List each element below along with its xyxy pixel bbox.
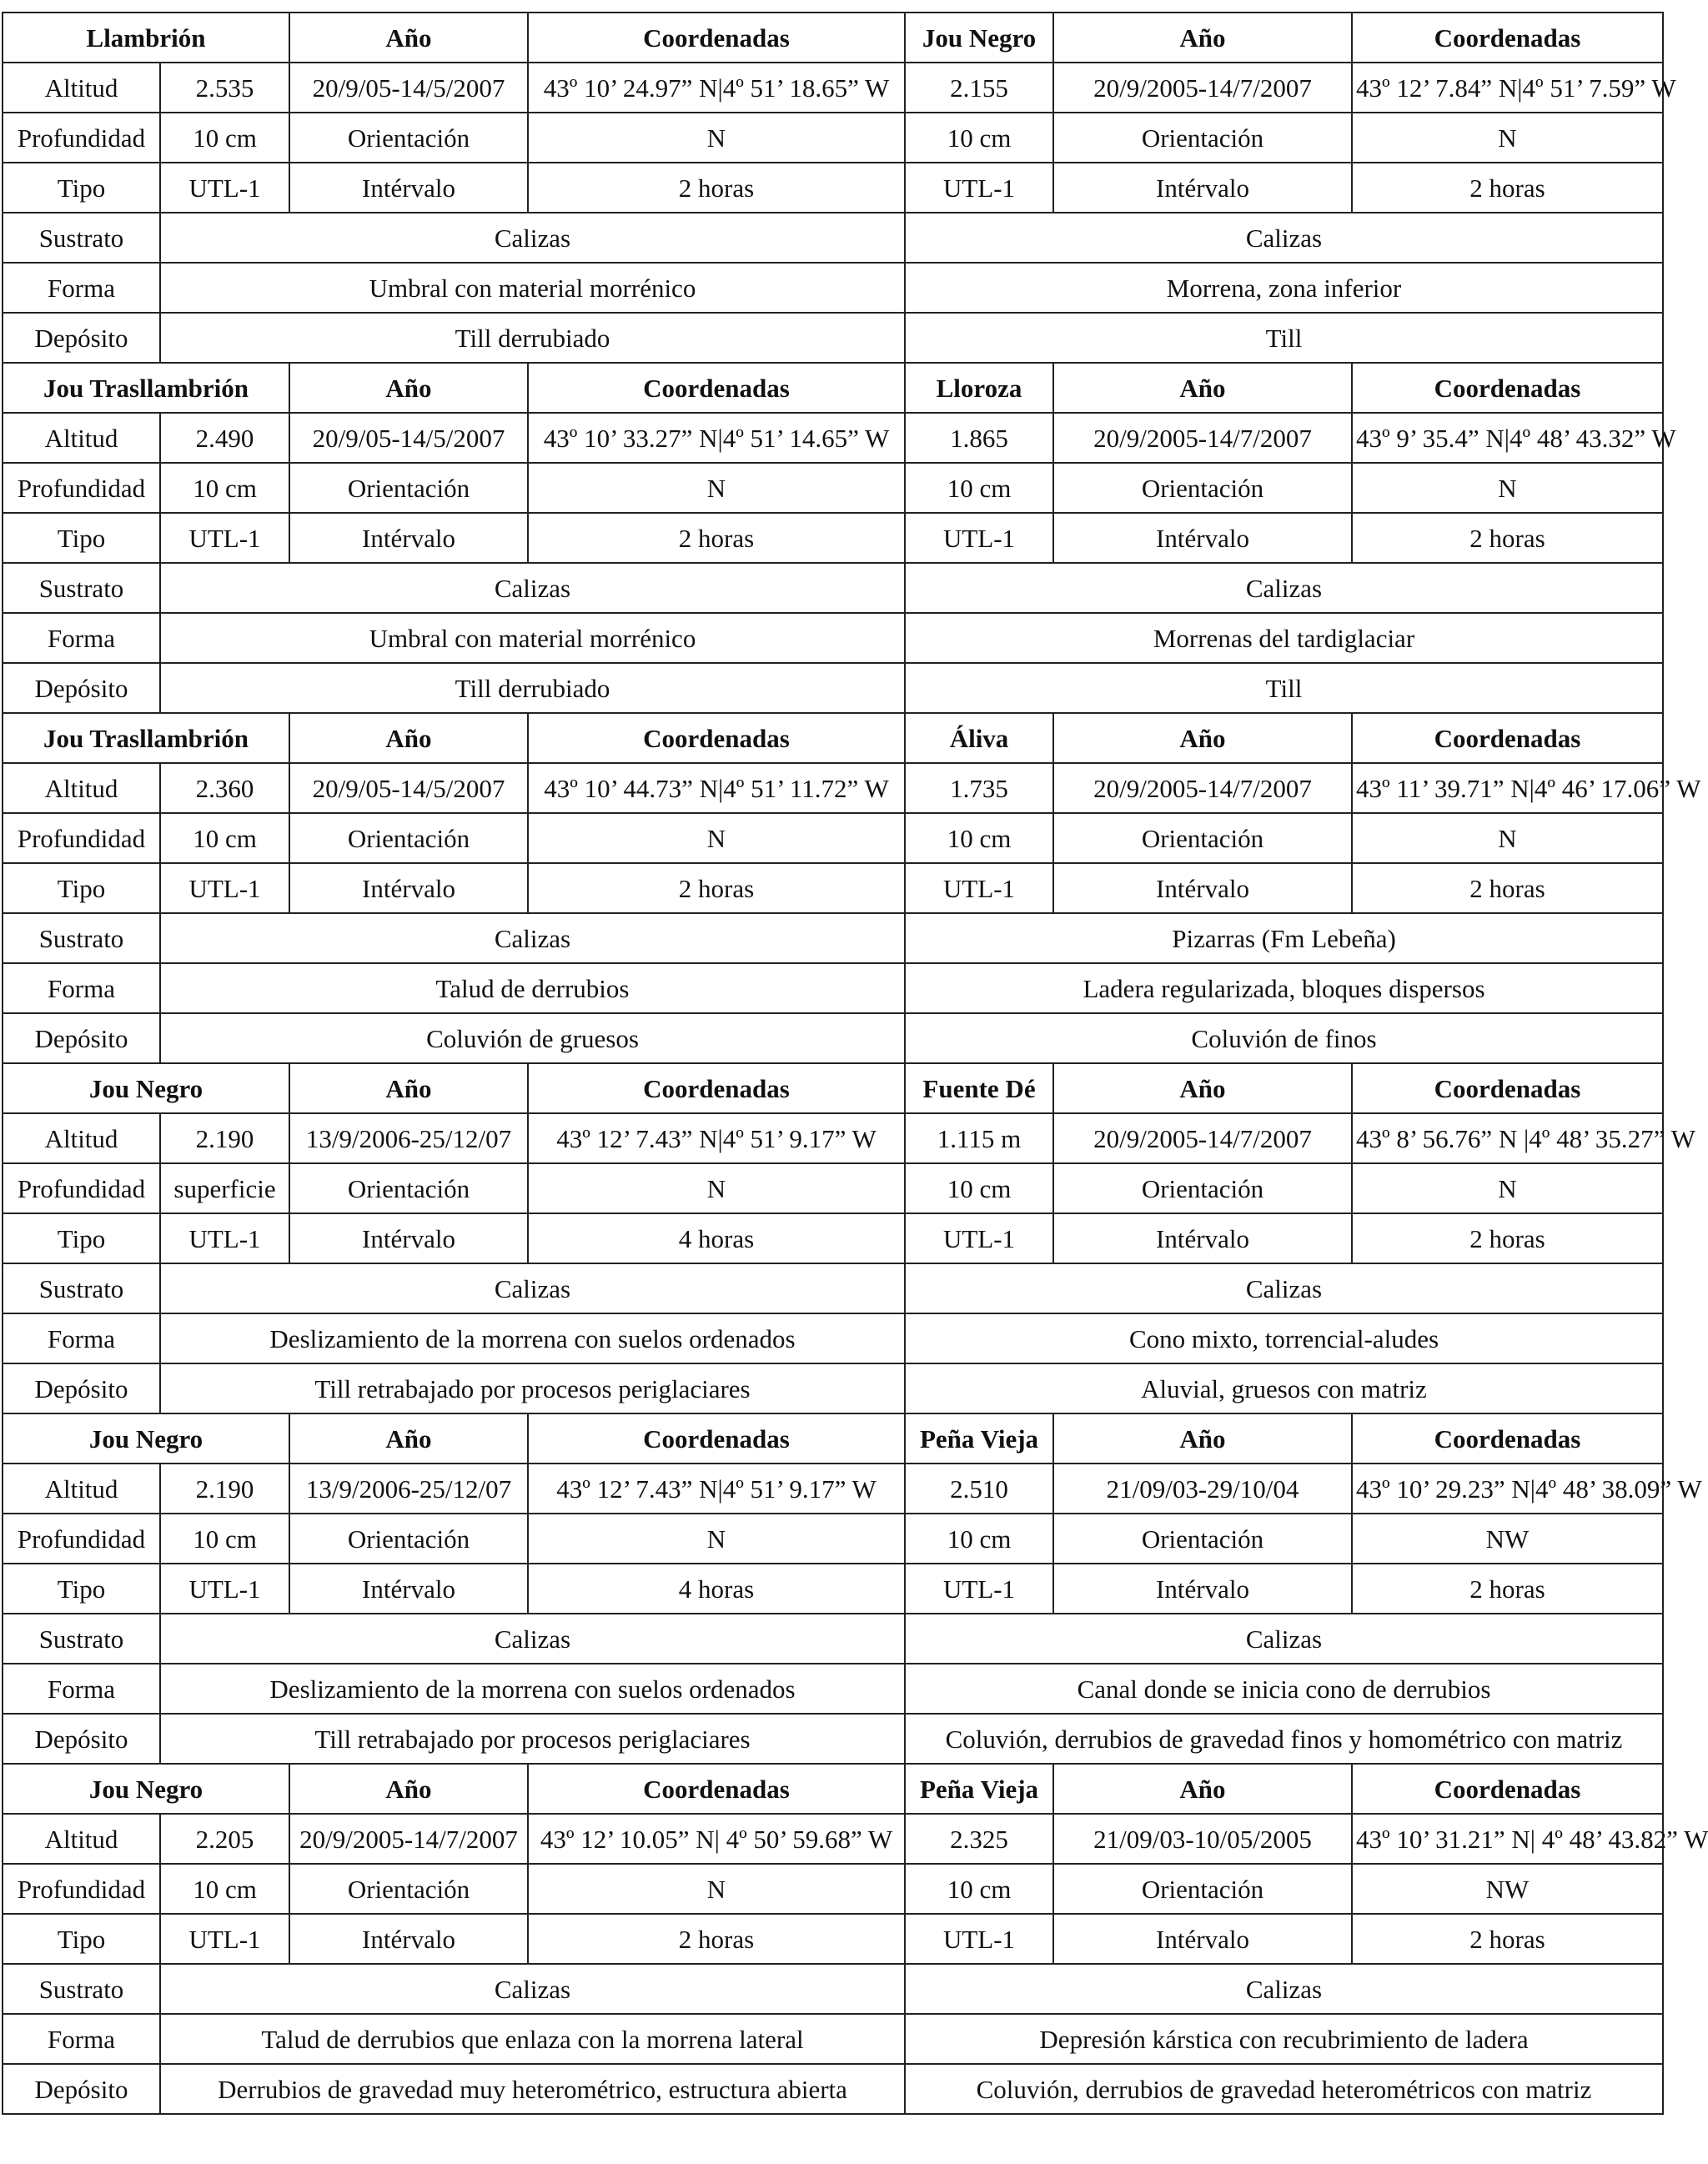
type-value: UTL-1 <box>905 1914 1053 1964</box>
year-header: Año <box>289 1413 528 1464</box>
year-value: 21/09/03-29/10/04 <box>1053 1464 1352 1514</box>
interval-value: 2 horas <box>1352 513 1663 563</box>
orientation-label: Orientación <box>1053 813 1352 863</box>
year-header: Año <box>289 713 528 763</box>
row-label: Altitud <box>3 763 160 813</box>
year-header: Año <box>1053 713 1352 763</box>
interval-label: Intérvalo <box>1053 863 1352 913</box>
type-row <box>3 1213 1663 1263</box>
interval-value: 2 horas <box>1352 1564 1663 1614</box>
interval-label: Intérvalo <box>289 1213 528 1263</box>
interval-value: 2 horas <box>528 1914 905 1964</box>
type-value: UTL-1 <box>160 1213 289 1263</box>
year-header: Año <box>289 13 528 63</box>
orientation-label: Orientación <box>289 463 528 513</box>
depth-value: 10 cm <box>905 113 1053 163</box>
site-name: Jou Negro <box>3 1764 289 1814</box>
landform-value: Ladera regularizada, bloques dispersos <box>905 963 1663 1013</box>
year-value: 21/09/03-10/05/2005 <box>1053 1814 1352 1864</box>
site-name: Jou Negro <box>3 1063 289 1113</box>
depth-value: 10 cm <box>905 463 1053 513</box>
row-label: Sustrato <box>3 213 160 263</box>
altitude-value: 2.535 <box>160 63 289 113</box>
site-name: Jou Negro <box>3 1413 289 1464</box>
depth-value: 10 cm <box>160 813 289 863</box>
year-header: Año <box>289 363 528 413</box>
depth-row <box>3 1163 1663 1213</box>
row-label: Tipo <box>3 513 160 563</box>
depth-row <box>3 1864 1663 1914</box>
year-value: 13/9/2006-25/12/07 <box>289 1464 528 1514</box>
site-header-row <box>3 713 1663 763</box>
coordinates-value: 43º 12’ 7.43” N|4º 51’ 9.17” W <box>528 1464 905 1514</box>
row-label: Sustrato <box>3 1614 160 1664</box>
altitude-value: 2.325 <box>905 1814 1053 1864</box>
coordinates-header: Coordenadas <box>1352 13 1663 63</box>
year-value: 20/9/2005-14/7/2007 <box>1053 413 1352 463</box>
coordinates-value: 43º 12’ 10.05” N| 4º 50’ 59.68” W <box>528 1814 905 1864</box>
interval-label: Intérvalo <box>289 863 528 913</box>
coordinates-header: Coordenadas <box>1352 1764 1663 1814</box>
year-value: 20/9/05-14/5/2007 <box>289 413 528 463</box>
row-label: Profundidad <box>3 463 160 513</box>
deposit-value: Coluvión, derrubios de gravedad finos y homométrico con matriz <box>905 1714 1663 1764</box>
altitude-value: 2.510 <box>905 1464 1053 1514</box>
altitude-value: 2.490 <box>160 413 289 463</box>
landform-value: Talud de derrubios <box>160 963 905 1013</box>
orientation-label: Orientación <box>1053 113 1352 163</box>
row-label: Profundidad <box>3 813 160 863</box>
orientation-value: N <box>528 1163 905 1213</box>
type-value: UTL-1 <box>905 1213 1053 1263</box>
site-header-row <box>3 363 1663 413</box>
depth-row <box>3 463 1663 513</box>
landform-row <box>3 1664 1663 1714</box>
substrate-value: Pizarras (Fm Lebeña) <box>905 913 1663 963</box>
depth-value: 10 cm <box>905 1864 1053 1914</box>
substrate-value: Calizas <box>160 913 905 963</box>
interval-label: Intérvalo <box>1053 1213 1352 1263</box>
coordinates-value: 43º 10’ 33.27” N|4º 51’ 14.65” W <box>528 413 905 463</box>
interval-value: 2 horas <box>1352 1914 1663 1964</box>
altitude-value: 2.360 <box>160 763 289 813</box>
substrate-value: Calizas <box>905 1263 1663 1313</box>
row-label: Tipo <box>3 163 160 213</box>
type-value: UTL-1 <box>160 513 289 563</box>
coordinates-header: Coordenadas <box>528 713 905 763</box>
year-header: Año <box>1053 1413 1352 1464</box>
deposit-row <box>3 663 1663 713</box>
depth-value: 10 cm <box>160 113 289 163</box>
landform-value: Deslizamiento de la morrena con suelos ordenados <box>160 1313 905 1363</box>
depth-value: 10 cm <box>160 463 289 513</box>
coordinates-value: 43º 9’ 35.4” N|4º 48’ 43.32” W <box>1352 413 1663 463</box>
row-label: Sustrato <box>3 1964 160 2014</box>
landform-value: Morrenas del tardiglaciar <box>905 613 1663 663</box>
site-name: Jou Trasllambrión <box>3 363 289 413</box>
coordinates-header: Coordenadas <box>528 1764 905 1814</box>
site-header-row <box>3 1413 1663 1464</box>
orientation-value: N <box>528 813 905 863</box>
interval-value: 4 horas <box>528 1213 905 1263</box>
depth-value: 10 cm <box>905 1514 1053 1564</box>
landform-row <box>3 1313 1663 1363</box>
landform-row <box>3 613 1663 663</box>
deposit-value: Coluvión de gruesos <box>160 1013 905 1063</box>
site-name: Llambrión <box>3 13 289 63</box>
type-value: UTL-1 <box>905 163 1053 213</box>
year-value: 20/9/2005-14/7/2007 <box>1053 1113 1352 1163</box>
interval-label: Intérvalo <box>289 163 528 213</box>
altitude-value: 2.205 <box>160 1814 289 1864</box>
orientation-value: N <box>1352 463 1663 513</box>
coordinates-header: Coordenadas <box>1352 363 1663 413</box>
deposit-value: Till retrabajado por procesos periglaciares <box>160 1714 905 1764</box>
coordinates-value: 43º 10’ 44.73” N|4º 51’ 11.72” W <box>528 763 905 813</box>
substrate-row <box>3 913 1663 963</box>
interval-label: Intérvalo <box>1053 163 1352 213</box>
orientation-value: N <box>528 1864 905 1914</box>
row-label: Altitud <box>3 63 160 113</box>
orientation-label: Orientación <box>1053 1864 1352 1914</box>
substrate-row <box>3 563 1663 613</box>
orientation-label: Orientación <box>1053 1514 1352 1564</box>
interval-label: Intérvalo <box>1053 513 1352 563</box>
site-name: Peña Vieja <box>905 1413 1053 1464</box>
deposit-value: Coluvión de finos <box>905 1013 1663 1063</box>
row-label: Forma <box>3 1313 160 1363</box>
interval-value: 2 horas <box>528 163 905 213</box>
row-label: Profundidad <box>3 1864 160 1914</box>
coordinates-header: Coordenadas <box>528 363 905 413</box>
orientation-label: Orientación <box>289 1163 528 1213</box>
interval-label: Intérvalo <box>1053 1564 1352 1614</box>
landform-value: Umbral con material morrénico <box>160 263 905 313</box>
deposit-row <box>3 2064 1663 2114</box>
interval-value: 2 horas <box>528 863 905 913</box>
altitude-value: 2.190 <box>160 1464 289 1514</box>
coordinates-header: Coordenadas <box>528 13 905 63</box>
deposit-value: Till derrubiado <box>160 663 905 713</box>
orientation-label: Orientación <box>1053 463 1352 513</box>
year-value: 20/9/2005-14/7/2007 <box>1053 763 1352 813</box>
row-label: Tipo <box>3 1914 160 1964</box>
deposit-row <box>3 1363 1663 1413</box>
row-label: Profundidad <box>3 1514 160 1564</box>
coordinates-value: 43º 12’ 7.84” N|4º 51’ 7.59” W <box>1352 63 1663 113</box>
row-label: Altitud <box>3 1814 160 1864</box>
substrate-value: Calizas <box>905 1964 1663 2014</box>
substrate-value: Calizas <box>160 563 905 613</box>
row-label: Depósito <box>3 2064 160 2114</box>
altitude-value: 1.865 <box>905 413 1053 463</box>
year-value: 20/9/2005-14/7/2007 <box>1053 63 1352 113</box>
row-label: Depósito <box>3 1714 160 1764</box>
interval-label: Intérvalo <box>1053 1914 1352 1964</box>
orientation-value: N <box>1352 113 1663 163</box>
row-label: Depósito <box>3 663 160 713</box>
row-label: Tipo <box>3 863 160 913</box>
depth-row <box>3 113 1663 163</box>
landform-value: Depresión kárstica con recubrimiento de ladera <box>905 2014 1663 2064</box>
row-label: Profundidad <box>3 1163 160 1213</box>
site-name: Lloroza <box>905 363 1053 413</box>
row-label: Forma <box>3 963 160 1013</box>
landform-row <box>3 2014 1663 2064</box>
type-row <box>3 513 1663 563</box>
type-value: UTL-1 <box>905 863 1053 913</box>
deposit-row <box>3 1714 1663 1764</box>
row-label: Forma <box>3 2014 160 2064</box>
deposit-value: Till <box>905 313 1663 363</box>
landform-row <box>3 963 1663 1013</box>
coordinates-header: Coordenadas <box>528 1413 905 1464</box>
row-label: Profundidad <box>3 113 160 163</box>
station-data-table <box>2 12 1708 2115</box>
substrate-value: Calizas <box>160 1614 905 1664</box>
landform-value: Deslizamiento de la morrena con suelos ordenados <box>160 1664 905 1714</box>
coordinates-header: Coordenadas <box>1352 1063 1663 1113</box>
landform-value: Morrena, zona inferior <box>905 263 1663 313</box>
substrate-value: Calizas <box>160 1263 905 1313</box>
type-value: UTL-1 <box>160 1564 289 1614</box>
depth-value: 10 cm <box>905 1163 1053 1213</box>
row-label: Sustrato <box>3 1263 160 1313</box>
row-label: Forma <box>3 263 160 313</box>
row-label: Tipo <box>3 1564 160 1614</box>
orientation-label: Orientación <box>289 1514 528 1564</box>
year-header: Año <box>1053 363 1352 413</box>
row-label: Tipo <box>3 1213 160 1263</box>
interval-value: 2 horas <box>1352 163 1663 213</box>
row-label: Altitud <box>3 1113 160 1163</box>
interval-value: 2 horas <box>1352 1213 1663 1263</box>
deposit-value: Till retrabajado por procesos periglaciares <box>160 1363 905 1413</box>
orientation-label: Orientación <box>289 1864 528 1914</box>
row-label: Forma <box>3 613 160 663</box>
altitude-row <box>3 413 1663 463</box>
type-row <box>3 163 1663 213</box>
depth-row <box>3 1514 1663 1564</box>
altitude-row <box>3 763 1663 813</box>
site-name: Jou Negro <box>905 13 1053 63</box>
coordinates-header: Coordenadas <box>1352 1413 1663 1464</box>
interval-label: Intérvalo <box>289 1914 528 1964</box>
coordinates-value: 43º 10’ 29.23” N|4º 48’ 38.09” W <box>1352 1464 1663 1514</box>
altitude-row <box>3 63 1663 113</box>
row-label: Altitud <box>3 413 160 463</box>
row-label: Sustrato <box>3 913 160 963</box>
depth-row <box>3 813 1663 863</box>
orientation-value: N <box>528 113 905 163</box>
type-value: UTL-1 <box>160 863 289 913</box>
altitude-value: 1.735 <box>905 763 1053 813</box>
row-label: Depósito <box>3 1363 160 1413</box>
year-value: 20/9/05-14/5/2007 <box>289 763 528 813</box>
deposit-value: Till derrubiado <box>160 313 905 363</box>
interval-value: 2 horas <box>1352 863 1663 913</box>
landform-value: Cono mixto, torrencial-aludes <box>905 1313 1663 1363</box>
deposit-value: Aluvial, gruesos con matriz <box>905 1363 1663 1413</box>
substrate-value: Calizas <box>905 213 1663 263</box>
row-label: Sustrato <box>3 563 160 613</box>
row-label: Depósito <box>3 1013 160 1063</box>
depth-value: 10 cm <box>160 1864 289 1914</box>
type-value: UTL-1 <box>160 163 289 213</box>
coordinates-header: Coordenadas <box>528 1063 905 1113</box>
orientation-value: N <box>1352 1163 1663 1213</box>
landform-value: Umbral con material morrénico <box>160 613 905 663</box>
interval-label: Intérvalo <box>289 1564 528 1614</box>
type-value: UTL-1 <box>905 1564 1053 1614</box>
orientation-value: N <box>528 1514 905 1564</box>
orientation-value: N <box>1352 813 1663 863</box>
year-header: Año <box>1053 13 1352 63</box>
coordinates-value: 43º 10’ 24.97” N|4º 51’ 18.65” W <box>528 63 905 113</box>
site-name: Fuente Dé <box>905 1063 1053 1113</box>
altitude-row <box>3 1113 1663 1163</box>
orientation-value: NW <box>1352 1514 1663 1564</box>
deposit-value: Coluvión, derrubios de gravedad heterométricos con matriz <box>905 2064 1663 2114</box>
interval-value: 2 horas <box>528 513 905 563</box>
substrate-row <box>3 213 1663 263</box>
orientation-label: Orientación <box>289 113 528 163</box>
year-header: Año <box>289 1764 528 1814</box>
altitude-row <box>3 1814 1663 1864</box>
orientation-label: Orientación <box>289 813 528 863</box>
row-label: Forma <box>3 1664 160 1714</box>
landform-value: Talud de derrubios que enlaza con la morrena lateral <box>160 2014 905 2064</box>
depth-value: 10 cm <box>905 813 1053 863</box>
site-name: Áliva <box>905 713 1053 763</box>
year-value: 20/9/05-14/5/2007 <box>289 63 528 113</box>
landform-row <box>3 263 1663 313</box>
depth-value: superficie <box>160 1163 289 1213</box>
depth-value: 10 cm <box>160 1514 289 1564</box>
deposit-value: Derrubios de gravedad muy heterométrico, estructura abierta <box>160 2064 905 2114</box>
substrate-value: Calizas <box>160 213 905 263</box>
type-row <box>3 1564 1663 1614</box>
interval-value: 4 horas <box>528 1564 905 1614</box>
altitude-value: 1.115 m <box>905 1113 1053 1163</box>
substrate-value: Calizas <box>905 563 1663 613</box>
interval-label: Intérvalo <box>289 513 528 563</box>
year-header: Año <box>1053 1063 1352 1113</box>
substrate-row <box>3 1964 1663 2014</box>
type-row <box>3 863 1663 913</box>
site-header-row <box>3 1764 1663 1814</box>
coordinates-header: Coordenadas <box>1352 713 1663 763</box>
row-label: Altitud <box>3 1464 160 1514</box>
coordinates-value: 43º 12’ 7.43” N|4º 51’ 9.17” W <box>528 1113 905 1163</box>
substrate-value: Calizas <box>905 1614 1663 1664</box>
landform-value: Canal donde se inicia cono de derrubios <box>905 1664 1663 1714</box>
deposit-row <box>3 313 1663 363</box>
site-header-row <box>3 13 1663 63</box>
site-name: Peña Vieja <box>905 1764 1053 1814</box>
orientation-value: NW <box>1352 1864 1663 1914</box>
substrate-row <box>3 1614 1663 1664</box>
deposit-value: Till <box>905 663 1663 713</box>
coordinates-value: 43º 10’ 31.21” N| 4º 48’ 43.82” W <box>1352 1814 1663 1864</box>
type-value: UTL-1 <box>160 1914 289 1964</box>
year-value: 13/9/2006-25/12/07 <box>289 1113 528 1163</box>
orientation-label: Orientación <box>1053 1163 1352 1213</box>
type-value: UTL-1 <box>905 513 1053 563</box>
coordinates-value: 43º 8’ 56.76” N |4º 48’ 35.27” W <box>1352 1113 1663 1163</box>
row-label: Depósito <box>3 313 160 363</box>
altitude-value: 2.190 <box>160 1113 289 1163</box>
site-header-row <box>3 1063 1663 1113</box>
orientation-value: N <box>528 463 905 513</box>
year-header: Año <box>289 1063 528 1113</box>
coordinates-value: 43º 11’ 39.71” N|4º 46’ 17.06” W <box>1352 763 1663 813</box>
altitude-row <box>3 1464 1663 1514</box>
year-header: Año <box>1053 1764 1352 1814</box>
type-row <box>3 1914 1663 1964</box>
site-name: Jou Trasllambrión <box>3 713 289 763</box>
altitude-value: 2.155 <box>905 63 1053 113</box>
year-value: 20/9/2005-14/7/2007 <box>289 1814 528 1864</box>
substrate-row <box>3 1263 1663 1313</box>
substrate-value: Calizas <box>160 1964 905 2014</box>
deposit-row <box>3 1013 1663 1063</box>
